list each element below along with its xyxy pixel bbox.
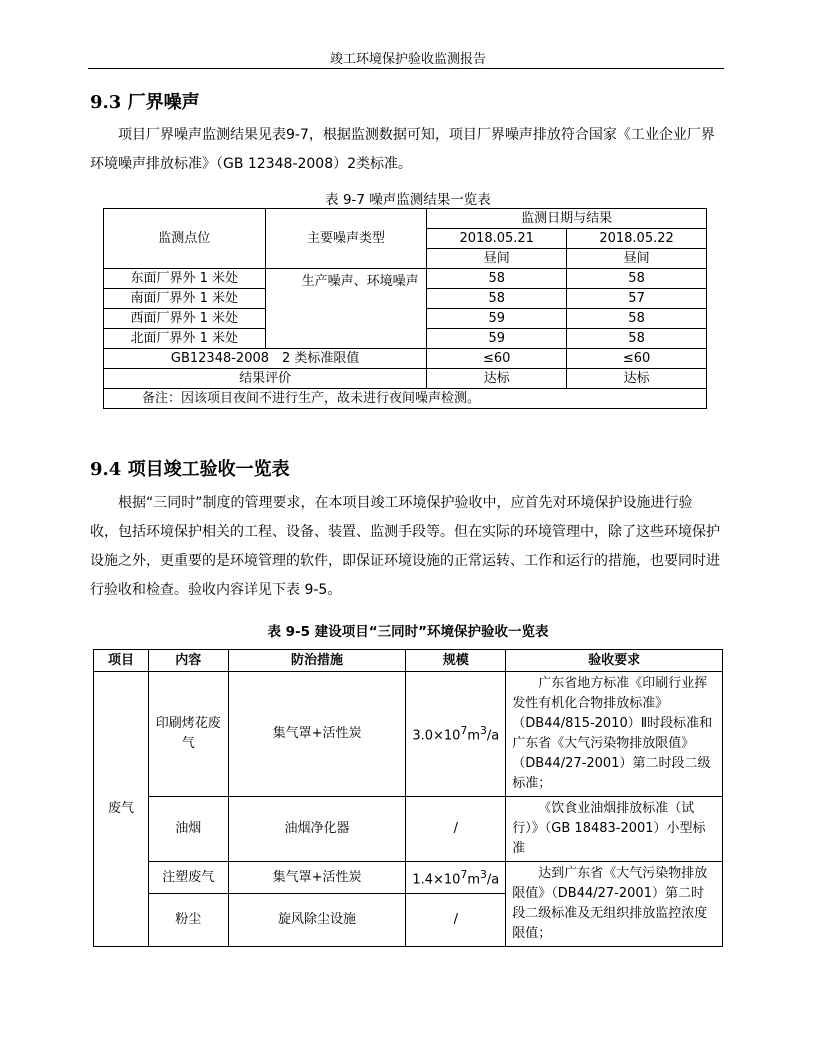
header-cell-period-1: 昼间 bbox=[427, 249, 567, 269]
header-cell-noise-type: 主要噪声类型 bbox=[265, 209, 427, 269]
header-cell-measure: 防治措施 bbox=[228, 650, 406, 672]
row-content: 印刷烤花废气 bbox=[148, 672, 228, 797]
row-value-day1: 58 bbox=[427, 269, 567, 289]
row-value-day2: 58 bbox=[567, 309, 707, 329]
header-cell-item: 项目 bbox=[94, 650, 149, 672]
table-row bbox=[94, 862, 723, 894]
header-cell-period-2: 昼间 bbox=[567, 249, 707, 269]
header-cell-scale: 规模 bbox=[406, 650, 506, 672]
row-measure: 旋风除尘设施 bbox=[228, 894, 406, 947]
row-value-day2: 57 bbox=[567, 289, 707, 309]
row-point: 东面厂界外 1 米处 bbox=[104, 269, 266, 289]
row-measure: 油烟净化器 bbox=[228, 797, 406, 862]
row-content: 粉尘 bbox=[148, 894, 228, 947]
header-cell-requirement: 验收要求 bbox=[506, 650, 723, 672]
row-requirement: 达到广东省《大气污染物排放限值》（DB44/27-2001）第二时段二级标准及无组织排放监控浓度限值； bbox=[506, 862, 723, 947]
row-requirement: 《饮食业油烟排放标准（试行）》（GB 18483-2001）小型标准 bbox=[506, 797, 723, 862]
limit-value-day1: ≤60 bbox=[427, 349, 567, 369]
noise-paragraph: 项目厂界噪声监测结果见表9-7，根据监测数据可知，项目厂界噪声排放符合国家《工业企业厂界环境噪声排放标准》（GB 12348-2008）2类标准。 bbox=[90, 127, 715, 172]
header-cell-point: 监测点位 bbox=[104, 209, 266, 269]
evaluation-row bbox=[104, 369, 707, 389]
row-scale: $3.0\times 10^7m^3/a$ bbox=[406, 672, 506, 797]
row-content: 油烟 bbox=[148, 797, 228, 862]
evaluation-label: 结果评价 bbox=[104, 369, 427, 389]
evaluation-day2: 达标 bbox=[567, 369, 707, 389]
row-scale: / bbox=[406, 797, 506, 862]
header-cell-date-1: 2018.05.21 bbox=[427, 229, 567, 249]
row-value-day1: 59 bbox=[427, 309, 567, 329]
section-heading-noise: 9.3 厂界噪声 bbox=[90, 92, 200, 113]
row-value-day2: 58 bbox=[567, 329, 707, 349]
acceptance-table bbox=[93, 649, 723, 947]
section-heading-acceptance: 9.4 项目竣工验收一览表 bbox=[90, 459, 290, 480]
note-row bbox=[104, 389, 707, 409]
row-measure: 集气罩+活性炭 bbox=[228, 862, 406, 894]
row-value-day1: 59 bbox=[427, 329, 567, 349]
row-measure: 集气罩+活性炭 bbox=[228, 672, 406, 797]
row-content: 注塑废气 bbox=[148, 862, 228, 894]
limit-label: GB12348-2008 2 类标准限值 bbox=[104, 349, 427, 369]
category-cell: 废气 bbox=[94, 672, 149, 947]
evaluation-day1: 达标 bbox=[427, 369, 567, 389]
acceptance-paragraph: 根据“三同时”制度的管理要求，在本项目竣工环境保护验收中，应首先对环境保护设施进行验收，包括环境保护相关的工程、设备、装置、监测手段等。但在实际的环境管理中，除了这些环境保护设施之外，更重要的是环境管理的软件，即保证环境设施的正常运转、工作和运行的措施，也要同时进行验收和检查。验收内容详见下表 9-5。 bbox=[90, 495, 720, 598]
row-requirement: 广东省地方标准《印刷行业挥发性有机化合物排放标准》（DB44/815-2010）Ⅱ时段标准和广东省《大气污染物排放限值》（DB44/27-2001）第二时段二级标准； bbox=[506, 672, 723, 797]
row-value-day1: 58 bbox=[427, 289, 567, 309]
row-point: 西面厂界外 1 米处 bbox=[104, 309, 266, 329]
row-point: 南面厂界外 1 米处 bbox=[104, 289, 266, 309]
row-scale: / bbox=[406, 894, 506, 947]
limit-row bbox=[104, 349, 707, 369]
table-row bbox=[94, 672, 723, 797]
table-row bbox=[104, 269, 707, 289]
limit-value-day2: ≤60 bbox=[567, 349, 707, 369]
row-point: 北面厂界外 1 米处 bbox=[104, 329, 266, 349]
header-divider bbox=[88, 68, 724, 69]
noise-results-table bbox=[103, 208, 707, 409]
noise-table-caption: 表 9-7 噪声监测结果一览表 bbox=[325, 192, 491, 208]
noise-type-cell: 生产噪声、环境噪声 bbox=[265, 269, 427, 349]
table-note: 备注：因该项目夜间不进行生产，故未进行夜间噪声检测。 bbox=[104, 389, 707, 409]
table-row bbox=[94, 797, 723, 862]
header-cell-date-2: 2018.05.22 bbox=[567, 229, 707, 249]
row-scale: $1.4\times 10^7m^3/a$ bbox=[406, 862, 506, 894]
report-header-title: 竣工环境保护验收监测报告 bbox=[329, 52, 486, 67]
header-cell-content: 内容 bbox=[148, 650, 228, 672]
row-value-day2: 58 bbox=[567, 269, 707, 289]
acceptance-table-caption: 表 9-5 建设项目“三同时”环境保护验收一览表 bbox=[267, 624, 549, 640]
header-cell-dates: 监测日期与结果 bbox=[427, 209, 707, 229]
